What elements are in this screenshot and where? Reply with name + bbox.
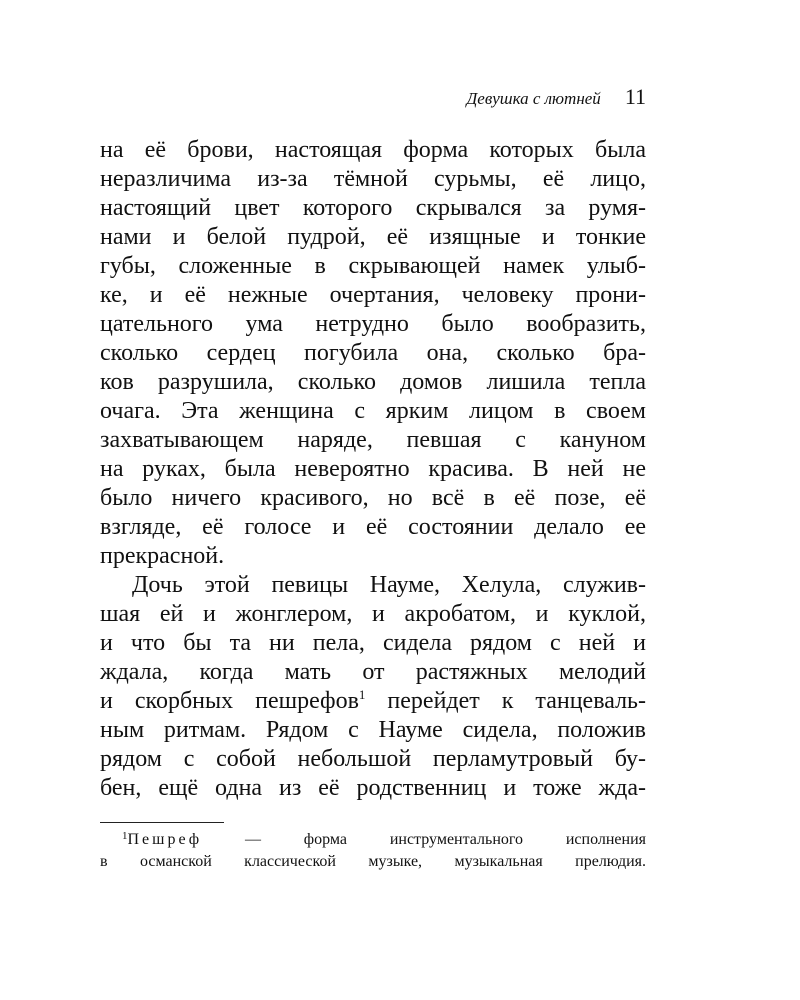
text-line: захватывающем наряде, певшая с кануном — [100, 427, 646, 453]
text-line: сколько сердец погубила она, сколько бра- — [100, 340, 646, 366]
footnote-reference[interactable]: 1 — [358, 687, 366, 702]
text-line: ным ритмам. Рядом с Науме сидела, положив — [100, 717, 646, 743]
text-line: ждала, когда мать от растяжных мелодий — [100, 659, 646, 685]
text-line: шая ей и жонглером, и акробатом, и куклой, — [100, 601, 646, 627]
footnote-text: — форма инструментального исполнения — [202, 831, 646, 848]
text-segment: и скорбных пешрефов — [100, 688, 359, 714]
running-title: Девушка с лютней — [466, 89, 601, 108]
footnote-term: Пешреф — [127, 831, 203, 848]
main-text — [100, 136, 646, 803]
footnote-area — [100, 829, 646, 873]
text-line: очага. Эта женщина с ярким лицом в своем — [100, 398, 646, 424]
text-line: на её брови, настоящая форма которых была — [100, 137, 646, 163]
running-head — [100, 84, 646, 110]
footnote-divider — [100, 822, 224, 823]
text-line: ке, и её нежные очертания, человеку прони- — [100, 282, 646, 308]
paragraph-end-line: прекрасной. — [100, 543, 225, 569]
text-line: цательного ума нетрудно было вообразить, — [100, 311, 646, 337]
text-line: бен, ещё одна из её родственниц и тоже жда- — [100, 775, 646, 801]
text-line: губы, сложенные в скрывающей намек улыб- — [100, 253, 646, 279]
text-line: на руках, была невероятно красива. В ней не — [100, 456, 646, 482]
footnote-line: в османской классической музыке, музыкальная прелюдия. — [100, 853, 646, 870]
text-line: неразличима из-за тёмной сурьмы, её лицо, — [100, 166, 646, 192]
text-line-with-footnote — [100, 687, 646, 716]
text-line: ков разрушила, сколько домов лишила тепла — [100, 369, 646, 395]
text-line: настоящий цвет которого скрывался за румя- — [100, 195, 646, 221]
text-segment: перейдет к танцеваль- — [365, 688, 646, 714]
footnote-number: 1 — [122, 830, 128, 842]
text-line: и что бы та ни пела, сидела рядом с ней и — [100, 630, 646, 656]
text-line: было ничего красивого, но всё в её позе, её — [100, 485, 646, 511]
text-line: нами и белой пудрой, её изящные и тонкие — [100, 224, 646, 250]
text-line: взгляде, её голосе и её состоянии делало ее — [100, 514, 646, 540]
text-line: рядом с собой небольшой перламутровый бу- — [100, 746, 646, 772]
page-number: 11 — [624, 84, 646, 109]
footnote-line — [100, 829, 646, 851]
paragraph-start-line: Дочь этой певицы Науме, Хелула, служив- — [132, 572, 646, 598]
